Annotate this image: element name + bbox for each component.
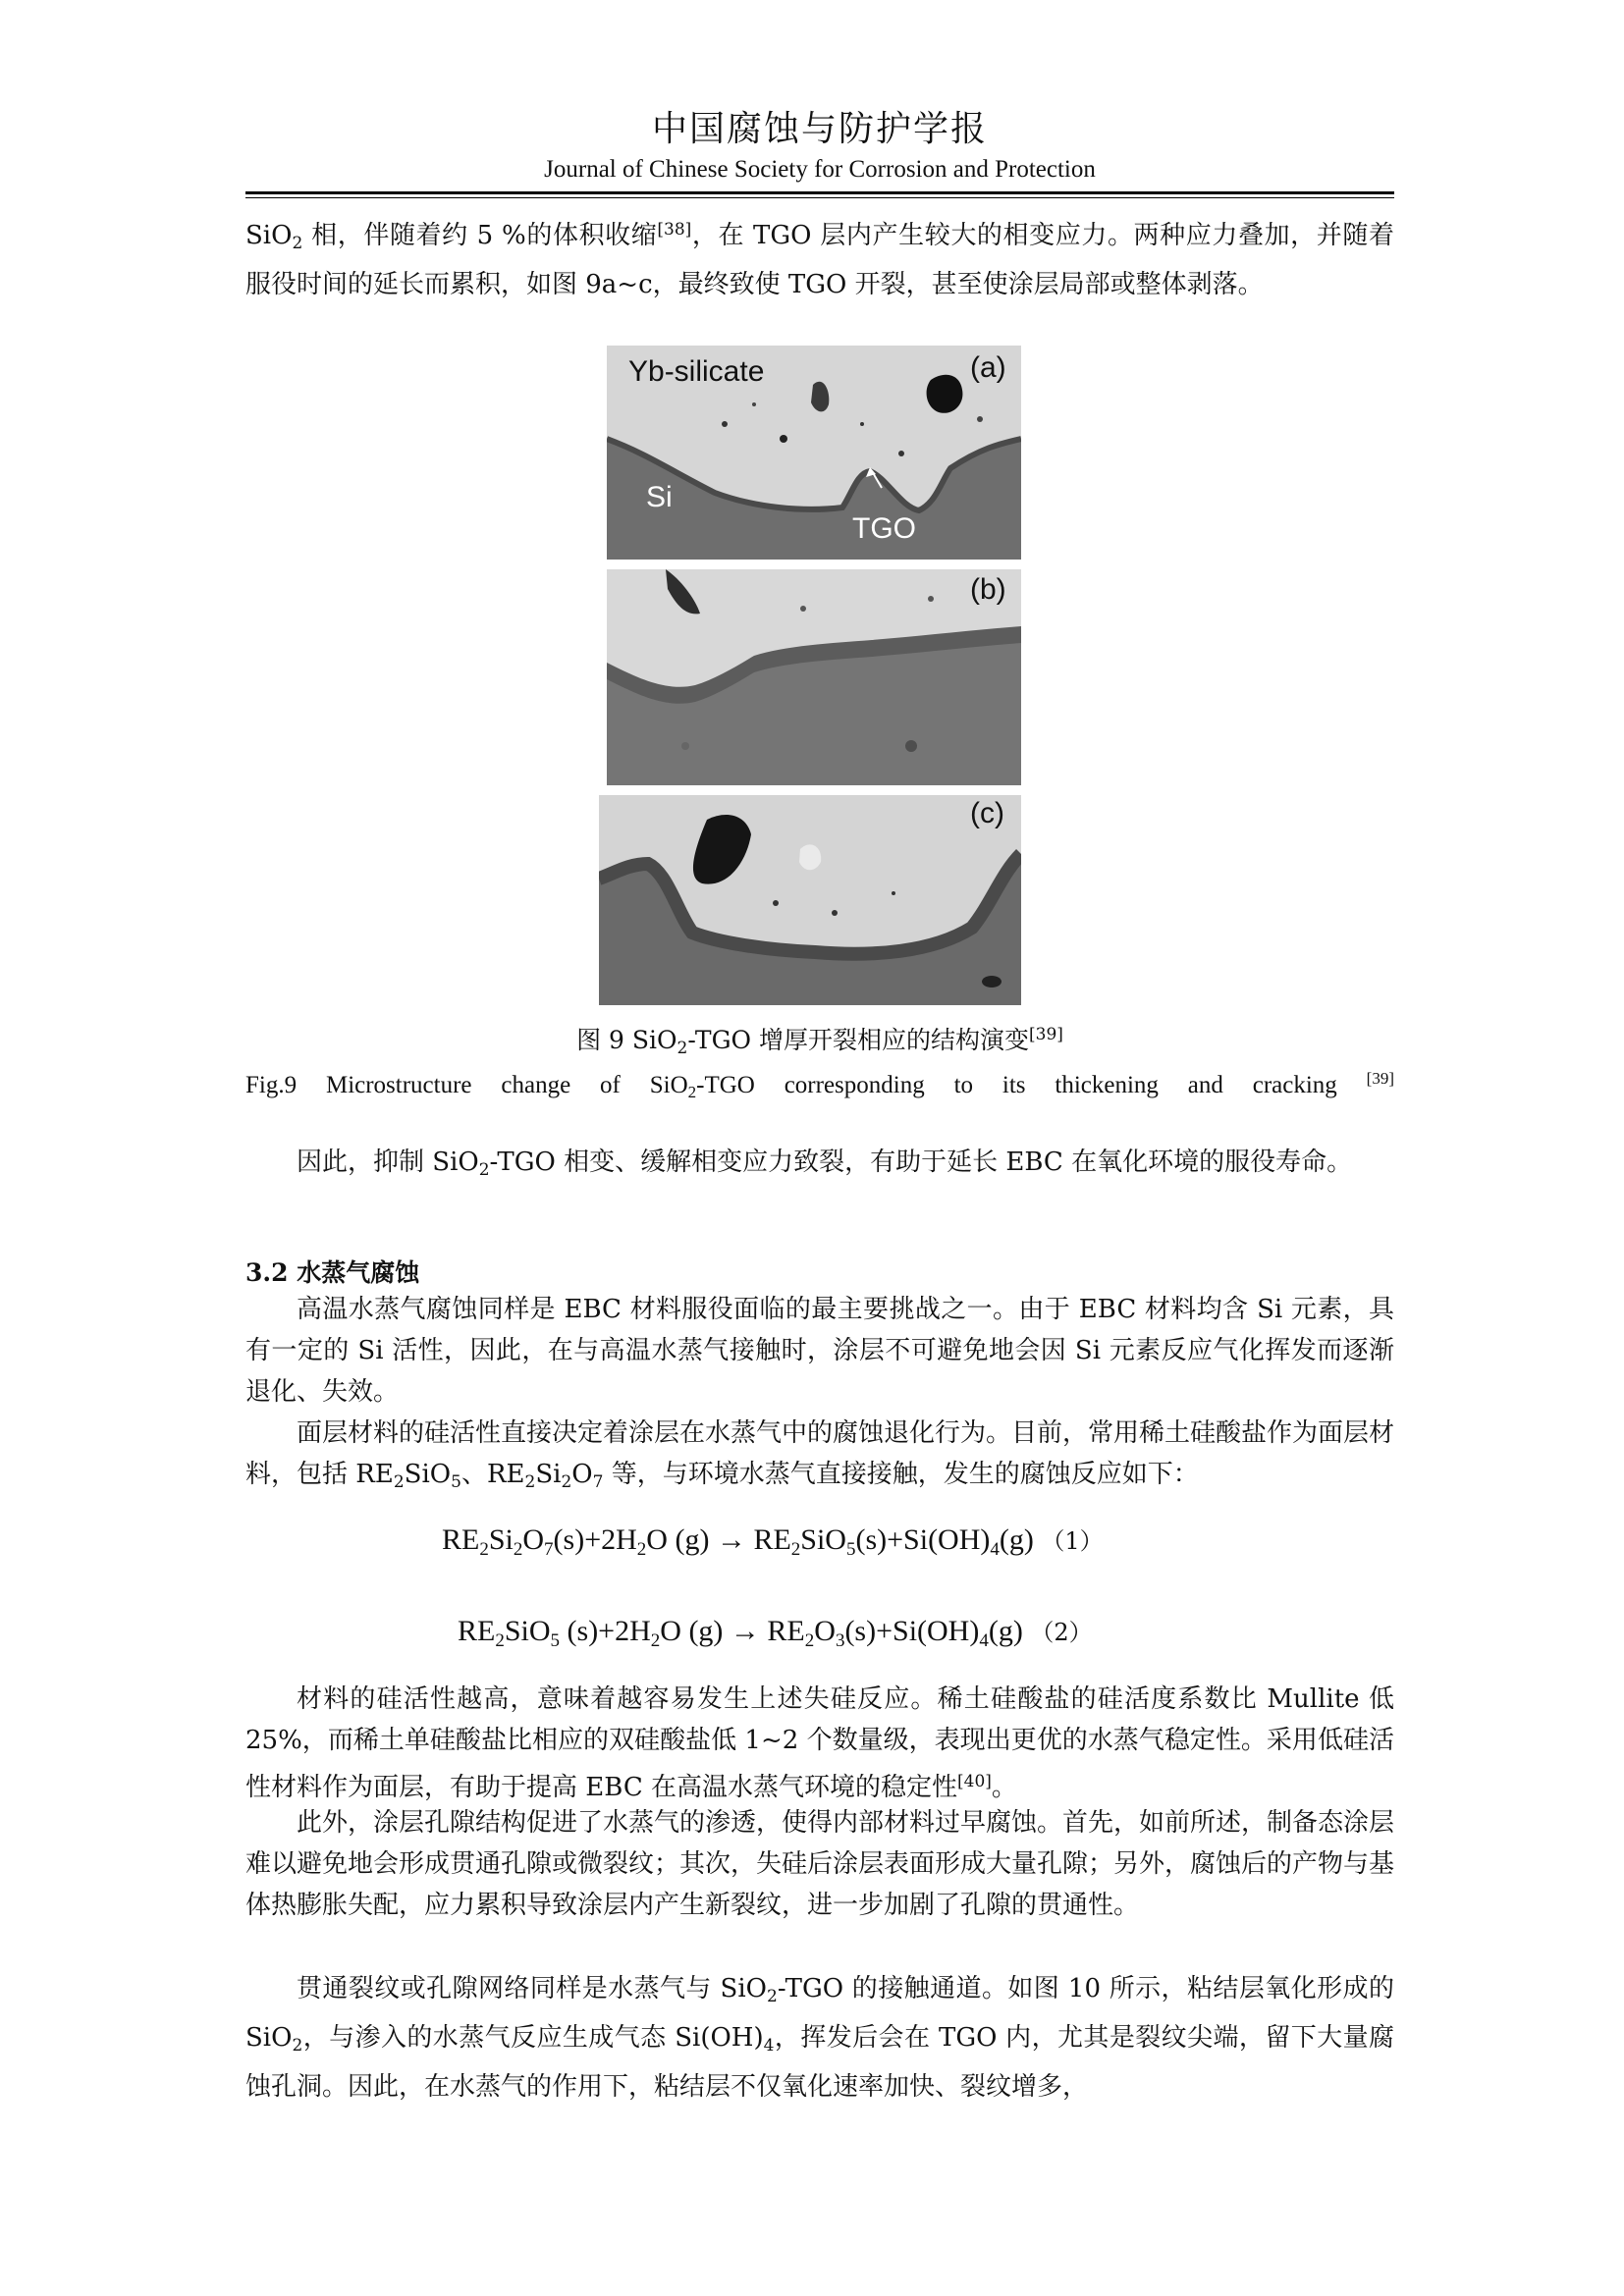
equation-1: $RE_2Si_2O_7(s)+2H_2O$ $(g) \to RE_2SiO_5(s)+Si(OH)_4(g)$ （1） xyxy=(442,1523,1104,1560)
section-heading: 3.2 水蒸气腐蚀 xyxy=(245,1258,420,1287)
figure-9-caption-cn: 图 9 SiO$_2$-TGO 增厚开裂相应的结构演变[39] xyxy=(576,1025,1063,1058)
paragraph-1: SiO$_2$ 相，伴随着约 5 %的体积收缩[38]，在 TGO 层内产生较大的相变应力。两种应力叠加，并随着服役时间的延长而累积，如图 9a~c，最终致使 TGO 开裂，甚至使涂层局部或整体剥落。 xyxy=(245,220,1394,299)
header-rule-thin xyxy=(245,197,1394,198)
figure-9-panel-b xyxy=(607,569,1021,785)
journal-title-cn: 中国腐蚀与防护学报 xyxy=(651,109,988,149)
figure-9-panel-a xyxy=(607,346,1021,560)
figure-9-caption-en: Fig.9 Microstructure change of SiO$_2$-TGO corresponding to its thickening and cracking [39] xyxy=(245,1069,1394,1101)
paragraph-7: 贯通裂纹或孔隙网络同样是水蒸气与 SiO$_2$-TGO 的接触通道。如图 10 所示，粘结层氧化形成的 SiO$_2$，与渗入的水蒸气反应生成气态 $Si(OH)_4$，挥发后会在 TGO 内，尤其是裂纹尖端，留下大量腐蚀孔洞。因此，在水蒸气的作用下，粘结层不仅氧化速率加快、裂纹增多， xyxy=(245,1974,1394,2102)
equation-2: $RE_2SiO_5$ $(s)+2H_2O$ $(g) \to RE_2O_3(s)+Si(OH)_4(g)$ （2） xyxy=(458,1615,1093,1651)
equation-1-number: （1） xyxy=(1041,1527,1104,1555)
micrograph-b xyxy=(607,569,1021,785)
label-yb-silicate: Yb-silicate xyxy=(628,355,765,388)
paragraph-4: 面层材料的硅活性直接决定着涂层在水蒸气中的腐蚀退化行为。目前，常用稀土硅酸盐作为面层材料，包括 $RE_2SiO_5$、$RE_2Si_2O_7$ 等，与环境水蒸气直接接触，发生的腐蚀反应如下： xyxy=(245,1418,1395,1492)
paragraph-5: 材料的硅活性越高，意味着越容易发生上述失硅反应。稀土硅酸盐的硅活度系数比 Mullite 低 25%，而稀土单硅酸盐比相应的双硅酸盐低 1~2 个数量级，表现出更优的水蒸气稳定性。采用低硅活性材料作为面层，有助于提高 EBC 在高温水蒸气环境的稳定性[40]。 xyxy=(245,1684,1394,1802)
panel-label-b: (b) xyxy=(970,573,1006,606)
micrograph-c xyxy=(599,795,1021,1005)
header-rule-thick xyxy=(245,191,1394,194)
paragraph-3: 高温水蒸气腐蚀同样是 EBC 材料服役面临的最主要挑战之一。由于 EBC 材料均含 Si 元素，具有一定的 Si 活性，因此，在与高温水蒸气接触时，涂层不可避免地会因 Si 元素反应气化挥发而逐渐退化、失效。 xyxy=(245,1295,1394,1407)
label-si: Si xyxy=(646,481,673,513)
figure-9-panel-c xyxy=(599,795,1021,1005)
panel-label-a: (a) xyxy=(970,351,1006,384)
equation-2-number: （2） xyxy=(1030,1619,1093,1646)
journal-title-en: Journal of Chinese Society for Corrosion and Protection xyxy=(544,156,1096,183)
journal-header xyxy=(245,108,1394,187)
figure-9 xyxy=(599,346,1021,1005)
panel-label-c: (c) xyxy=(970,797,1004,829)
paragraph-6: 此外，涂层孔隙结构促进了水蒸气的渗透，使得内部材料过早腐蚀。首先，如前所述，制备态涂层难以避免地会形成贯通孔隙或微裂纹；其次，失硅后涂层表面形成大量孔隙；另外，腐蚀后的产物与基体热膨胀失配，应力累积导致涂层内产生新裂纹，进一步加剧了孔隙的贯通性。 xyxy=(245,1808,1395,1920)
paragraph-2: 因此，抑制 SiO$_2$-TGO 相变、缓解相变应力致裂，有助于延长 EBC 在氧化环境的服役寿命。 xyxy=(297,1148,1353,1180)
label-tgo: TGO xyxy=(852,512,916,545)
